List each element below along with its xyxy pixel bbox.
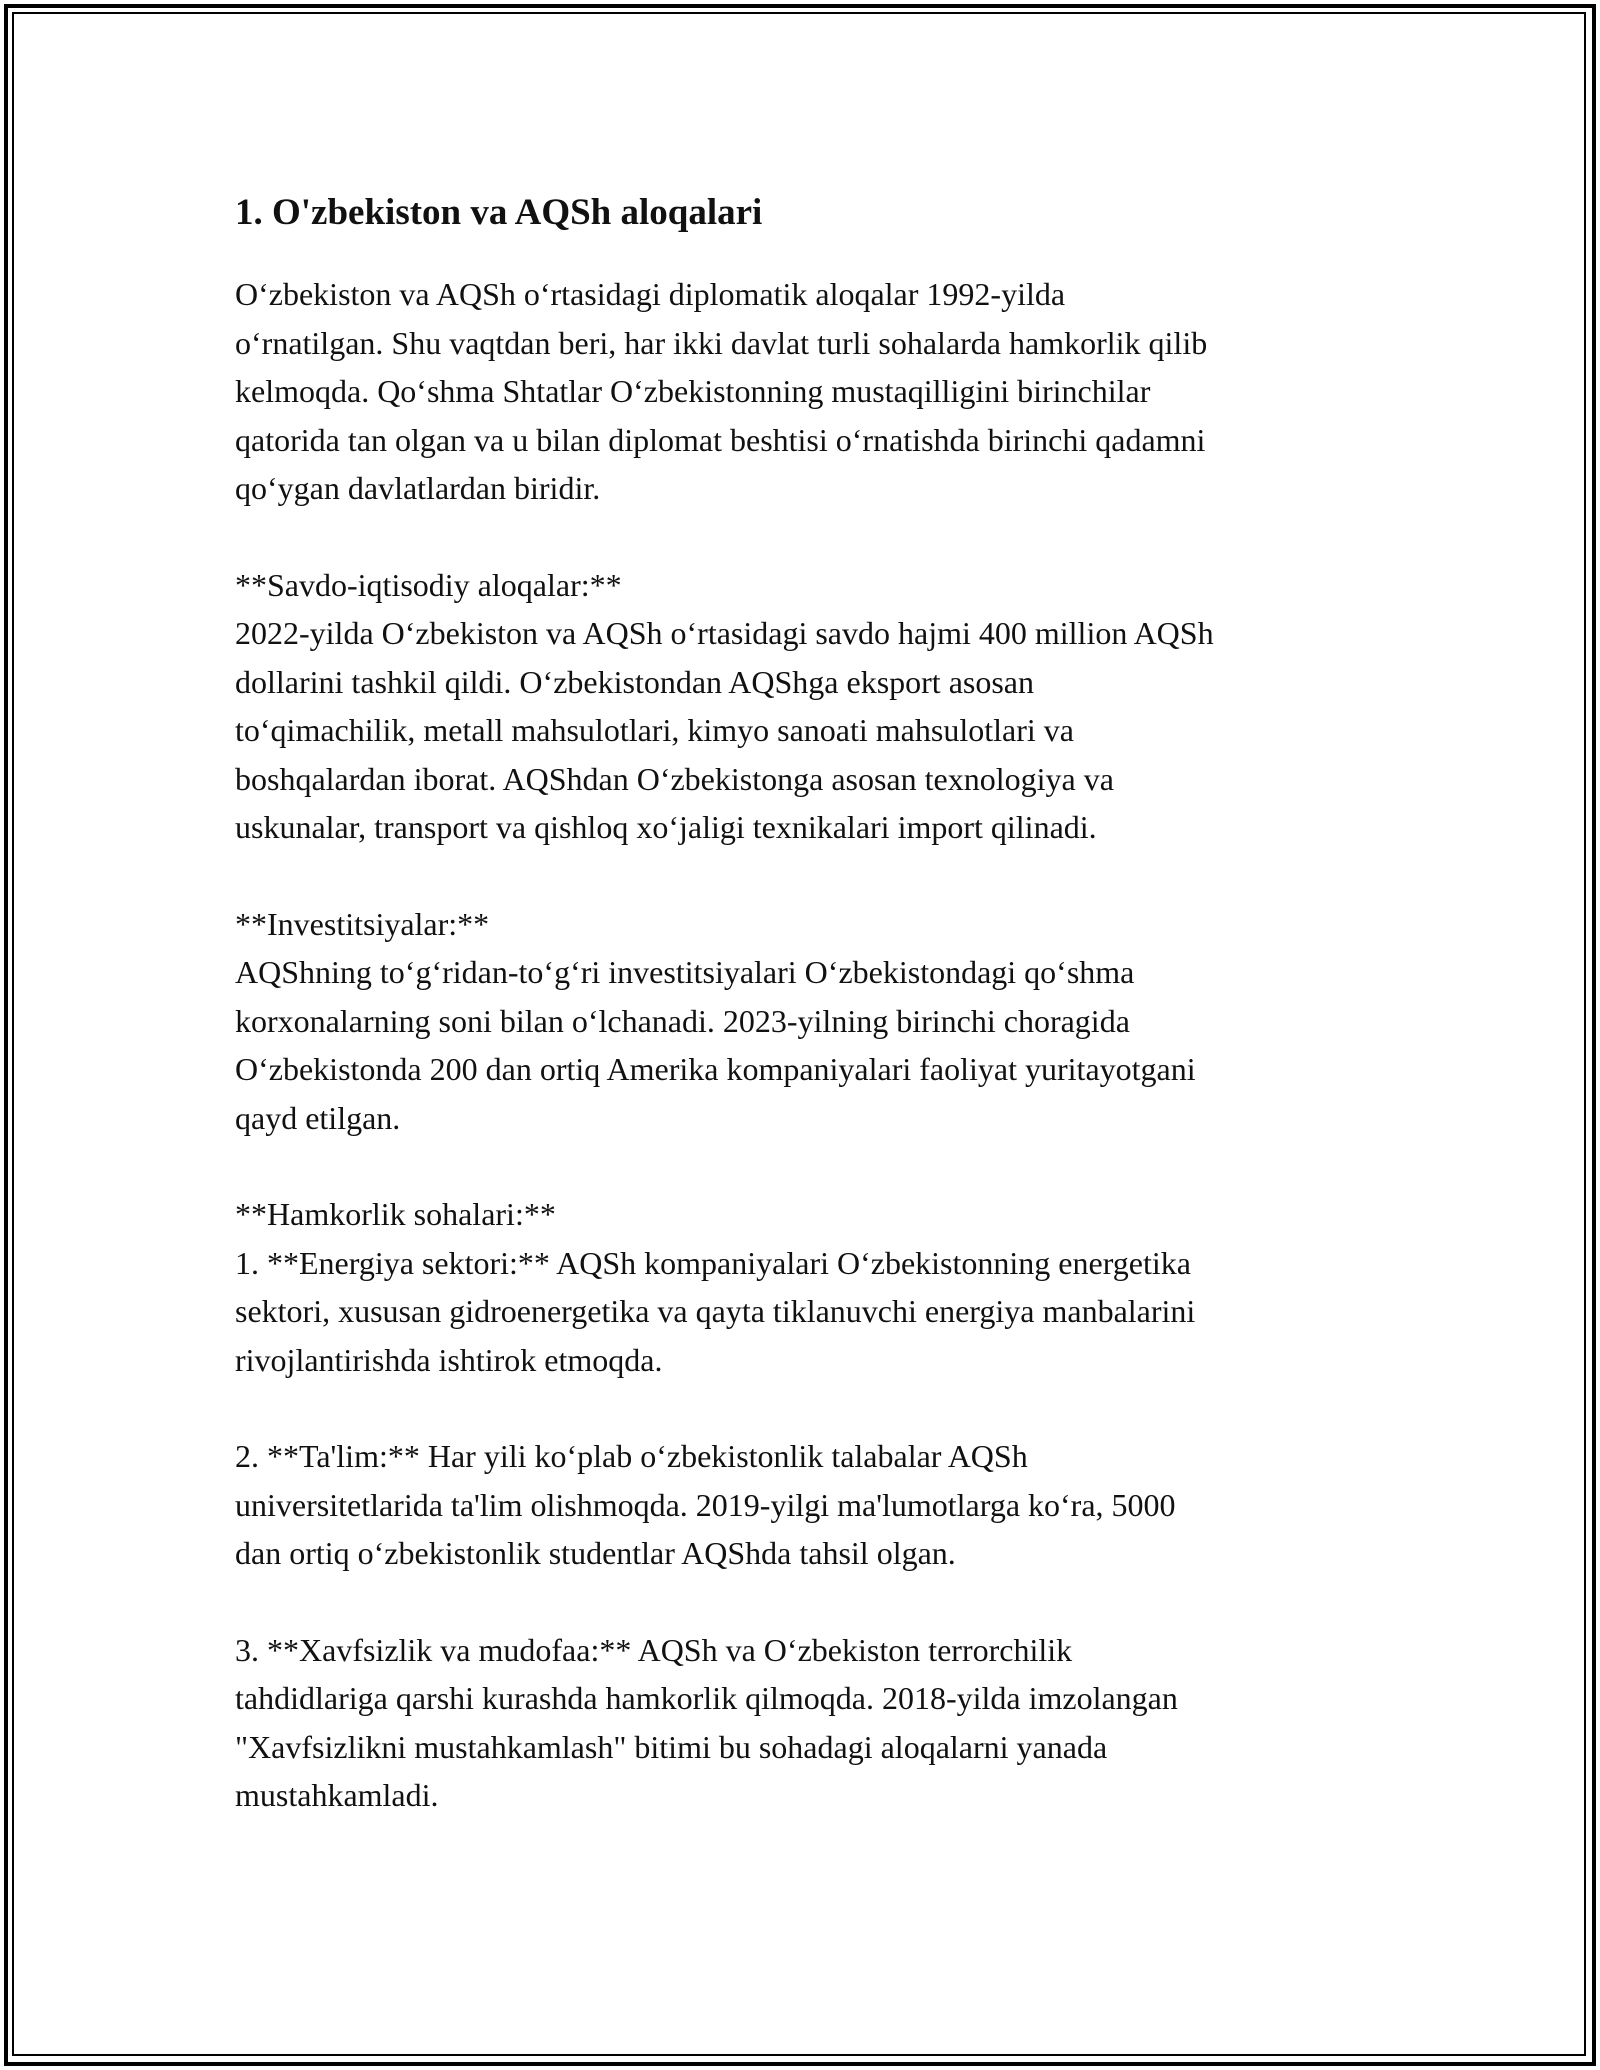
- paragraph-line: 3. **Xavfsizlik va mudofaa:** AQSh va O‘zbekiston terrorchilik: [235, 1631, 1073, 1668]
- paragraph-line: dan ortiq o‘zbekistonlik studentlar AQShda tahsil olgan.: [235, 1535, 956, 1571]
- paragraph-line: sektori, xususan gidroenergetika va qayta tiklanuvchi energiya manbalarini: [235, 1293, 1196, 1329]
- paragraph-line: "Xavfsizlikni mustahkamlash" bitimi bu sohadagi aloqalarni yanada: [235, 1728, 1108, 1765]
- paragraph-line: uskunalar, transport va qishloq xo‘jaligi texnikalari import qilinadi.: [235, 809, 1097, 845]
- paragraph-line: **Savdo-iqtisodiy aloqalar:**: [235, 566, 622, 603]
- paragraph-line: dollarini tashkil qildi. O‘zbekistondan AQShga eksport asosan: [235, 663, 1034, 700]
- paragraph-line: qayd etilgan.: [235, 1099, 401, 1136]
- paragraph-line: o‘rnatilgan. Shu vaqtdan beri, har ikki davlat turli sohalarda hamkorlik qilib: [235, 324, 1208, 361]
- paragraph-line: boshqalardan iborat. AQShdan O‘zbekistonga asosan texnologiya va: [235, 760, 1114, 797]
- paragraph-line: **Hamkorlik sohalari:**: [235, 1196, 556, 1232]
- paragraph-line: 1. **Energiya sektori:** AQSh kompaniyalari O‘zbekistonning energetika: [235, 1244, 1191, 1281]
- paragraph: [235, 1432, 1375, 1578]
- paragraph-line: qo‘ygan davlatlardan biridir.: [235, 470, 601, 506]
- paragraph-line: 2. **Ta'lim:** Har yili ko‘plab o‘zbekistonlik talabalar AQSh: [235, 1438, 1028, 1474]
- paragraph-line: O‘zbekiston va AQSh o‘rtasidagi diplomatik aloqalar 1992-yilda: [235, 276, 1066, 312]
- paragraph-line: qatorida tan olgan va u bilan diplomat beshtisi o‘rnatishda birinchi qadamni: [235, 421, 1206, 458]
- paragraph-line: korxonalarning soni bilan o‘lchanadi. 2023-yilning birinchi choragida: [235, 1002, 1130, 1039]
- paragraph: [235, 1190, 1375, 1384]
- paragraph-line: O‘zbekistonda 200 dan ortiq Amerika kompaniyalari faoliyat yuritayotgani: [235, 1051, 1196, 1087]
- paragraph-line: rivojlantirishda ishtirok etmoqda.: [235, 1341, 663, 1378]
- paragraph-line: 2022-yilda O‘zbekiston va AQSh o‘rtasidagi savdo hajmi 400 million AQSh: [235, 615, 1214, 651]
- paragraph: [235, 561, 1375, 852]
- paragraph-line: **Investitsiyalar:**: [235, 905, 490, 942]
- paragraph: [235, 270, 1375, 513]
- paragraph-line: mustahkamladi.: [235, 1777, 439, 1813]
- paragraph-line: kelmoqda. Qo‘shma Shtatlar O‘zbekistonning mustaqilligini birinchilar: [235, 373, 1151, 409]
- document-title: 1. O'zbekiston va AQSh aloqalari: [235, 192, 763, 233]
- paragraph-line: tahdidlariga qarshi kurashda hamkorlik qilmoqda. 2018-yilda imzolangan: [235, 1680, 1178, 1716]
- paragraph: [235, 1626, 1375, 1820]
- paragraph-line: to‘qimachilik, metall mahsulotlari, kimyo sanoati mahsulotlari va: [235, 712, 1074, 748]
- document-body: [235, 188, 1375, 1868]
- paragraph-line: AQShning to‘g‘ridan-to‘g‘ri investitsiyalari O‘zbekistondagi qo‘shma: [235, 954, 1135, 990]
- paragraph: [235, 900, 1375, 1143]
- paragraph-list: [235, 270, 1375, 1820]
- paragraph-line: universitetlarida ta'lim olishmoqda. 2019-yilgi ma'lumotlarga ko‘ra, 5000: [235, 1486, 1176, 1523]
